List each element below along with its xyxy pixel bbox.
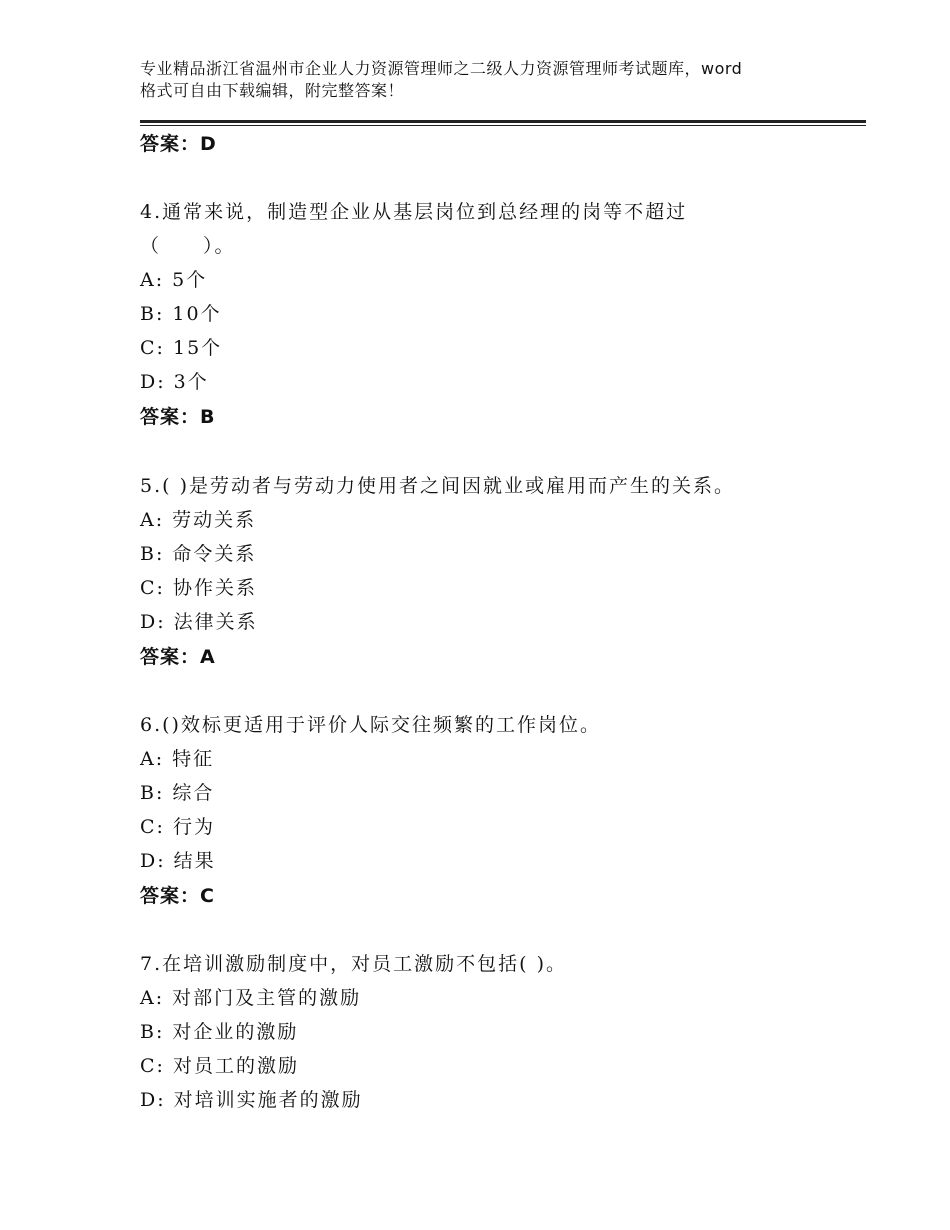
question-7-option-a: A: 对部门及主管的激励 xyxy=(140,987,362,1009)
question-4-answer: 答案：B xyxy=(140,406,216,428)
question-6-stem-line-1: 6.()效标更适用于评价人际交往频繁的工作岗位。 xyxy=(140,714,601,736)
question-6-option-a: A: 特征 xyxy=(140,748,215,770)
question-6-option-b: B: 综合 xyxy=(140,782,215,804)
prev-answer: 答案：D xyxy=(140,133,217,155)
question-5-answer: 答案：A xyxy=(140,646,216,668)
question-4-option-d: D: 3个 xyxy=(140,371,209,393)
question-5-option-c: C: 协作关系 xyxy=(140,577,257,599)
header-rule-thick xyxy=(140,120,866,123)
question-5-option-d: D: 法律关系 xyxy=(140,611,258,633)
question-6-option-c: C: 行为 xyxy=(140,816,215,838)
question-4-stem-line-2: （ ）。 xyxy=(140,235,236,257)
question-5-stem-line-1: 5.( )是劳动者与劳动力使用者之间因就业或雇用而产生的关系。 xyxy=(140,475,735,497)
question-4-option-c: C: 15个 xyxy=(140,337,223,359)
question-5-option-a: A: 劳动关系 xyxy=(140,509,257,531)
header-line-1: 专业精品浙江省温州市企业人力资源管理师之二级人力资源管理师考试题库，word xyxy=(140,59,743,78)
question-7-option-c: C: 对员工的激励 xyxy=(140,1055,299,1077)
question-7-stem-line-1: 7.在培训激励制度中，对员工激励不包括( )。 xyxy=(140,953,567,975)
header-rule-thin xyxy=(140,125,866,126)
question-7-option-d: D: 对培训实施者的激励 xyxy=(140,1089,363,1111)
question-6-option-d: D: 结果 xyxy=(140,850,216,872)
question-4-stem-line-1: 4.通常来说，制造型企业从基层岗位到总经理的岗等不超过 xyxy=(140,201,688,223)
question-7-option-b: B: 对企业的激励 xyxy=(140,1021,299,1043)
question-6-answer: 答案：C xyxy=(140,885,215,907)
document-header xyxy=(140,58,840,102)
question-4-option-b: B: 10个 xyxy=(140,303,222,325)
question-5-option-b: B: 命令关系 xyxy=(140,543,257,565)
question-4-option-a: A: 5个 xyxy=(140,269,208,291)
header-line-2: 格式可自由下载编辑，附完整答案！ xyxy=(140,81,405,100)
